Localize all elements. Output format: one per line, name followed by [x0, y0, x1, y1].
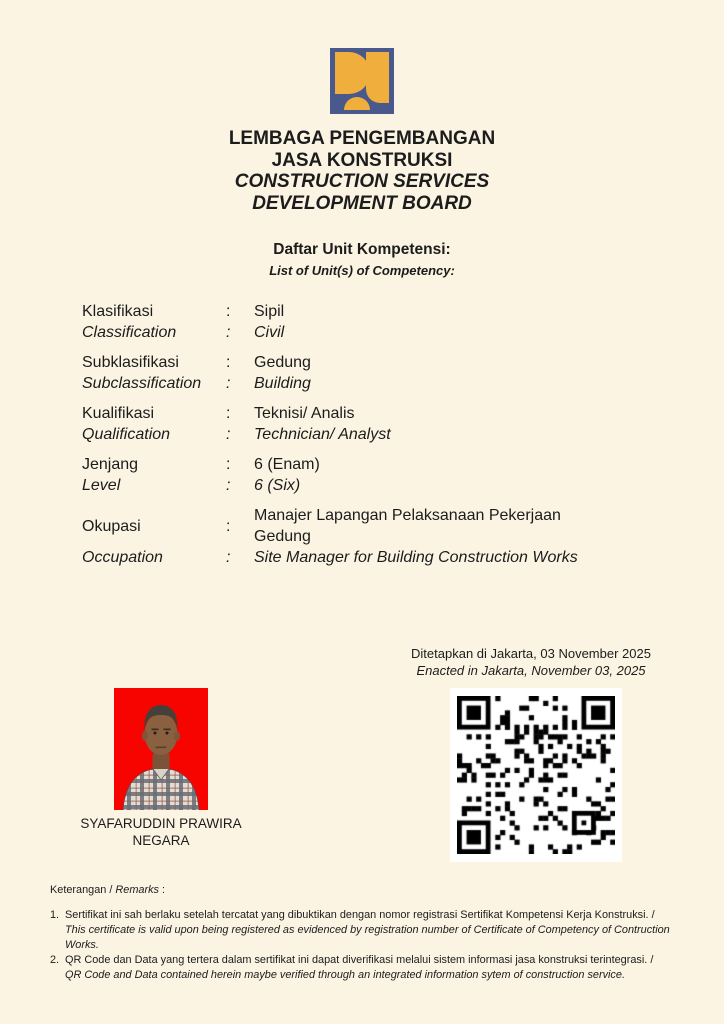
colon: : [226, 354, 231, 371]
detail-row-qualification [82, 403, 682, 445]
section-title [0, 241, 724, 279]
colon: : [226, 303, 231, 320]
remark-number: 1. [50, 909, 60, 921]
enactment-line-id: Ditetapkan di Jakarta, 03 November 2025 [411, 646, 651, 661]
org-name-line1: LEMBAGA PENGEMBANGAN [228, 128, 496, 149]
colon: : [226, 405, 231, 422]
remarks-heading-en: Remarks [115, 884, 159, 896]
colon: : [226, 549, 231, 566]
detail-row-subclassification [82, 352, 682, 394]
label-level: Level [82, 477, 121, 494]
remark-1-text-en: This certificate is valid upon being registered as evidenced by registration number of Certificate of Competency of Contruction Works. [65, 924, 670, 951]
org-name-line3: CONSTRUCTION SERVICES [234, 171, 490, 192]
section-title-en: List of Unit(s) of Competency: [269, 263, 455, 278]
remarks-section [50, 883, 698, 983]
pu-logo-icon-svg [330, 48, 394, 114]
value-classification: Civil [254, 324, 285, 341]
value-jenjang: 6 (Enam) [254, 456, 320, 473]
colon: : [226, 456, 231, 473]
value-qualification: Technician/ Analyst [254, 426, 391, 443]
label-kualifikasi: Kualifikasi [82, 405, 155, 422]
section-title-id: Daftar Unit Kompetensi: [273, 241, 451, 258]
holder-name-line1: SYAFARUDDIN PRAWIRA [80, 816, 242, 831]
qr-code [450, 688, 622, 862]
remarks-heading-id: Keterangan / [50, 884, 116, 896]
label-occupation: Occupation [82, 549, 163, 566]
value-okupasi: Manajer Lapangan Pelaksanaan Pekerjaan Gedung [254, 507, 561, 545]
detail-row-classification [82, 301, 682, 343]
org-header [0, 128, 724, 214]
remark-2-text-id: QR Code dan Data yang tertera dalam sertifikat ini dapat diverifikasi melalui sistem informasi jasa konstruksi terintegrasi. / [65, 954, 654, 966]
colon: : [226, 517, 231, 535]
colon: : [226, 324, 231, 341]
remark-number: 2. [50, 954, 60, 966]
value-level: 6 (Six) [254, 477, 301, 494]
enactment-line-en: Enacted in Jakarta, November 03, 2025 [416, 663, 646, 678]
colon: : [226, 477, 231, 494]
value-subclassification: Building [254, 375, 311, 392]
remarks-heading [50, 883, 698, 898]
colon: : [226, 426, 231, 443]
remark-item-1 [50, 908, 698, 953]
label-qualification: Qualification [82, 426, 171, 443]
remark-1-text-id: Sertifikat ini sah berlaku setelah tercatat yang dibuktikan dengan nomor registrasi Sertifikat Kompetensi Kerja Konstruksi. / [65, 909, 655, 921]
value-kualifikasi: Teknisi/ Analis [254, 405, 355, 422]
competency-details [82, 301, 682, 577]
pu-logo-icon [330, 48, 394, 114]
org-name-line4: DEVELOPMENT BOARD [252, 192, 472, 214]
label-subclassification: Subclassification [82, 375, 202, 392]
detail-row-occupation [82, 505, 682, 568]
label-klasifikasi: Klasifikasi [82, 303, 154, 320]
remark-item-2 [50, 953, 698, 983]
holder-name-line2: NEGARA [132, 832, 190, 848]
holder-name [58, 816, 264, 849]
enactment-block [399, 645, 663, 679]
colon: : [226, 375, 231, 392]
label-jenjang: Jenjang [82, 456, 139, 473]
remarks-heading-suffix: : [158, 884, 166, 896]
detail-row-level [82, 454, 682, 496]
remark-2-text-en: QR Code and Data contained herein maybe verified through an integrated information sytem of construction service. [65, 969, 625, 981]
value-klasifikasi: Sipil [254, 303, 285, 320]
label-subklasifikasi: Subklasifikasi [82, 354, 179, 371]
value-occupation: Site Manager for Building Construction Works [254, 549, 578, 566]
qr-code-image [457, 696, 615, 854]
org-name-line2: JASA KONSTRUKSI [271, 149, 453, 171]
label-okupasi: Okupasi [82, 517, 141, 535]
label-classification: Classification [82, 324, 177, 341]
value-subklasifikasi: Gedung [254, 354, 311, 371]
holder-photo-image [114, 688, 208, 810]
holder-photo [114, 688, 208, 810]
